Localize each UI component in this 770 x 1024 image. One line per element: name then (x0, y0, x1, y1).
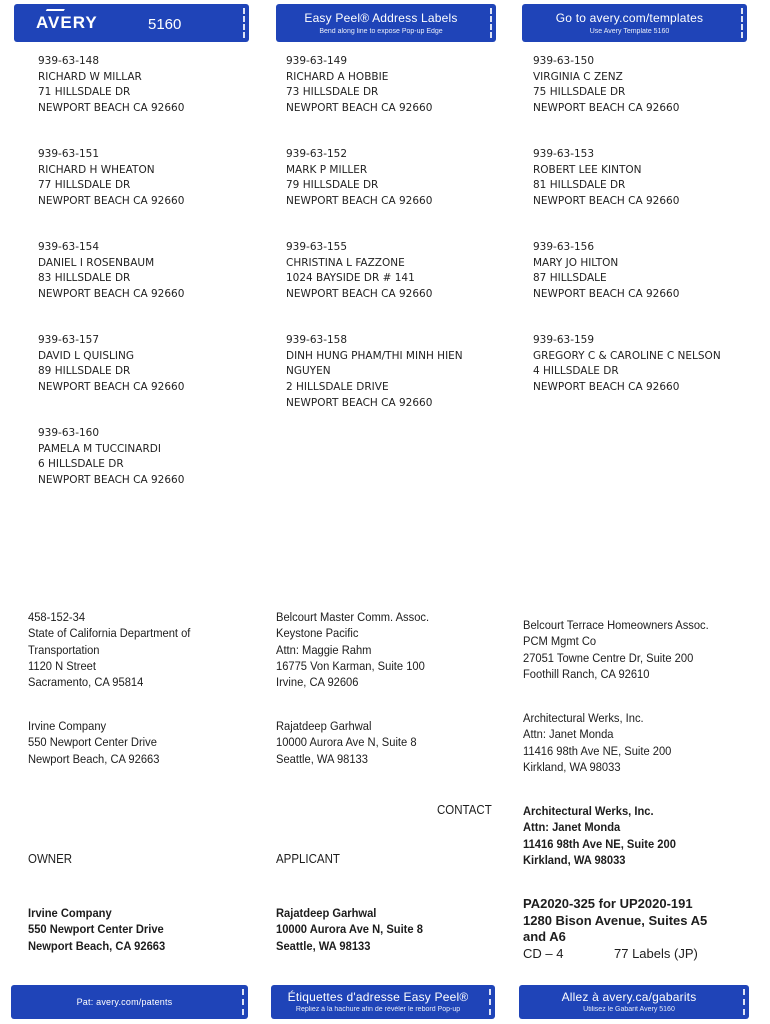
mailing-label (286, 240, 432, 303)
address-line: 79 HILLSDALE DR (286, 179, 379, 192)
footer-right-subtitle: Utilisez le Gabarit Avery 5160 (583, 1006, 675, 1013)
address-line: NEWPORT BEACH CA 92660 (533, 381, 680, 394)
address-line: MARK P MILLER (286, 163, 368, 176)
address-line: MARY JO HILTON (533, 256, 619, 269)
address-line: NEWPORT BEACH CA 92660 (533, 102, 680, 115)
mailing-label (533, 54, 679, 117)
header-center-subtitle: Bend along line to expose Pop-up Edge (319, 28, 443, 35)
footer-center-title: Étiquettes d'adresse Easy Peel® (287, 990, 469, 1004)
address-line: 939-63-159 (533, 334, 595, 346)
council-district-line (523, 946, 723, 961)
footer-center-bar (271, 985, 495, 1019)
address-line: Newport Beach, CA 92663 (28, 751, 160, 766)
mailing-label (286, 147, 432, 210)
address-line: Rajatdeep Garhwal (276, 719, 372, 733)
address-line: Attn: Maggie Rahm (276, 642, 372, 657)
address-line: Foothill Ranch, CA 92610 (523, 666, 650, 681)
address-line: 81 HILLSDALE DR (533, 179, 626, 192)
perforation-edge (490, 8, 492, 38)
address-line: ROBERT LEE KINTON (533, 163, 642, 176)
address-line: 1120 N Street (28, 658, 96, 673)
address-line: 939-63-155 (286, 241, 348, 253)
address-line: 6 HILLSDALE DR (38, 458, 124, 471)
address-line: 939-63-158 (286, 334, 348, 346)
address-line: Newport Beach, CA 92663 (28, 938, 166, 953)
address-line: 939-63-157 (38, 334, 100, 346)
address-line: 939-63-149 (286, 55, 348, 67)
address-line: 11416 98th Ave NE, Suite 200 (523, 743, 672, 758)
address-line: NEWPORT BEACH CA 92660 (286, 396, 433, 409)
address-line: NEWPORT BEACH CA 92660 (286, 195, 433, 208)
address-line: RICHARD W MILLAR (38, 70, 142, 83)
address-line: PA2020-325 for UP2020-191 (523, 896, 693, 911)
address-line: 27051 Towne Centre Dr, Suite 200 (523, 650, 694, 665)
address-line: Seattle, WA 98133 (276, 938, 371, 953)
address-line: Attn: Janet Monda (523, 820, 621, 835)
address-line: RICHARD A HOBBIE (286, 70, 389, 83)
footer-patents: Pat: avery.com/patents (76, 997, 173, 1007)
party-address-rajatdeep (276, 718, 417, 767)
address-line: Rajatdeep Garhwal (276, 906, 377, 920)
party-address-caltrans (28, 609, 190, 690)
perforation-edge (489, 989, 491, 1015)
address-line: 16775 Von Karman, Suite 100 (276, 658, 425, 673)
address-line: Architectural Werks, Inc. (523, 711, 644, 725)
address-line: DAVID L QUISLING (38, 349, 134, 362)
address-line: NEWPORT BEACH CA 92660 (38, 474, 185, 487)
perforation-edge (242, 989, 244, 1015)
perforation-edge (243, 8, 245, 38)
address-line: Keystone Pacific (276, 626, 359, 641)
contact-address (523, 803, 676, 868)
address-line: 939-63-153 (533, 148, 595, 160)
contact-heading: CONTACT (437, 803, 492, 817)
address-line: 75 HILLSDALE DR (533, 86, 626, 99)
address-line: Transportation (28, 642, 100, 657)
header-right-title: Go to avery.com/templates (555, 11, 704, 25)
address-line: NEWPORT BEACH CA 92660 (533, 195, 680, 208)
address-line: NGUYEN (286, 365, 331, 378)
header-brand-bar (14, 4, 249, 42)
project-reference (523, 896, 707, 946)
avery-logo: AVERY (36, 13, 98, 32)
address-line: Kirkland, WA 98033 (523, 759, 621, 774)
address-line: DINH HUNG PHAM/THI MINH HIEN (286, 349, 463, 362)
mailing-label (38, 333, 184, 396)
council-district: CD – 4 (523, 946, 564, 961)
address-line: 939-63-148 (38, 55, 100, 67)
address-line: 550 Newport Center Drive (28, 922, 164, 937)
address-line: PCM Mgmt Co (523, 634, 597, 649)
address-line: 71 HILLSDALE DR (38, 86, 131, 99)
address-line: Seattle, WA 98133 (276, 751, 368, 766)
mailing-label (38, 54, 184, 117)
header-center-title: Easy Peel® Address Labels (304, 11, 458, 25)
address-line: NEWPORT BEACH CA 92660 (38, 288, 185, 301)
address-line: 939-63-152 (286, 148, 348, 160)
address-line: RICHARD H WHEATON (38, 163, 155, 176)
address-line: DANIEL I ROSENBAUM (38, 256, 155, 269)
address-line: 2 HILLSDALE DRIVE (286, 381, 389, 394)
address-line: PAMELA M TUCCINARDI (38, 442, 161, 455)
address-line: 550 Newport Center Drive (28, 735, 157, 750)
address-line: Attn: Janet Monda (523, 727, 614, 742)
address-line: NEWPORT BEACH CA 92660 (38, 195, 185, 208)
address-line: 10000 Aurora Ave N, Suite 8 (276, 922, 423, 937)
header-right-bar (522, 4, 747, 42)
party-address-irvine-company (28, 718, 159, 767)
header-right-subtitle: Use Avery Template 5160 (589, 28, 670, 35)
footer-right-bar (519, 985, 749, 1019)
address-line: Sacramento, CA 95814 (28, 675, 144, 690)
party-address-belcourt-terrace (523, 617, 709, 682)
mailing-label (38, 147, 184, 210)
address-line: 87 HILLSDALE (533, 272, 607, 285)
address-line: 4 HILLSDALE DR (533, 365, 619, 378)
address-line: 89 HILLSDALE DR (38, 365, 131, 378)
applicant-heading: APPLICANT (276, 852, 340, 866)
address-line: Irvine Company (28, 719, 107, 733)
mailing-label (38, 240, 184, 303)
address-line: NEWPORT BEACH CA 92660 (38, 102, 185, 115)
address-line: Belcourt Terrace Homeowners Assoc. (523, 618, 709, 632)
address-line: Kirkland, WA 98033 (523, 852, 626, 867)
mailing-label (38, 426, 184, 489)
address-line: 939-63-151 (38, 148, 100, 160)
address-line: 77 HILLSDALE DR (38, 179, 131, 192)
address-line: Architectural Werks, Inc. (523, 804, 654, 818)
address-line: Belcourt Master Comm. Assoc. (276, 610, 430, 624)
mailing-label (533, 333, 721, 396)
applicant-address (276, 905, 423, 954)
address-line: State of California Department of (28, 626, 191, 641)
address-line: GREGORY C & CAROLINE C NELSON (533, 349, 721, 362)
footer-left-bar (11, 985, 248, 1019)
address-line: 1024 BAYSIDE DR # 141 (286, 272, 415, 285)
address-line: 83 HILLSDALE DR (38, 272, 131, 285)
perforation-edge (743, 989, 745, 1015)
address-line: 458-152-34 (28, 610, 86, 624)
address-line: 1280 Bison Avenue, Suites A5 (523, 912, 708, 928)
product-number: 5160 (148, 16, 182, 33)
address-line: Irvine Company (28, 906, 112, 920)
address-line: NEWPORT BEACH CA 92660 (286, 102, 433, 115)
address-line: NEWPORT BEACH CA 92660 (533, 288, 680, 301)
footer-center-subtitle: Repliez à la hachure afin de révéler le rebord Pop-up (295, 1006, 461, 1013)
address-line: NEWPORT BEACH CA 92660 (286, 288, 433, 301)
owner-heading: OWNER (28, 852, 73, 866)
address-line: CHRISTINA L FAZZONE (286, 256, 405, 269)
address-line: 939-63-156 (533, 241, 595, 253)
address-line: 939-63-160 (38, 427, 100, 439)
address-line: and A6 (523, 929, 566, 944)
address-line: 939-63-154 (38, 241, 100, 253)
address-line: 73 HILLSDALE DR (286, 86, 379, 99)
mailing-label (286, 54, 432, 117)
footer-right-title: Allez à avery.ca/gabarits (561, 990, 697, 1004)
address-line: Irvine, CA 92606 (276, 675, 359, 690)
mailing-label (286, 333, 463, 411)
perforation-edge (741, 8, 743, 38)
party-address-belcourt-master (276, 609, 429, 690)
owner-address (28, 905, 165, 954)
header-center-bar (276, 4, 496, 42)
address-line: 11416 98th Ave NE, Suite 200 (523, 836, 676, 851)
address-line: 10000 Aurora Ave N, Suite 8 (276, 735, 417, 750)
party-address-architectural-werks (523, 710, 671, 775)
address-line: VIRGINIA C ZENZ (533, 70, 623, 83)
mailing-label (533, 147, 679, 210)
address-line: 939-63-150 (533, 55, 595, 67)
label-count: 77 Labels (JP) (614, 946, 698, 961)
address-line: NEWPORT BEACH CA 92660 (38, 381, 185, 394)
mailing-label (533, 240, 679, 303)
